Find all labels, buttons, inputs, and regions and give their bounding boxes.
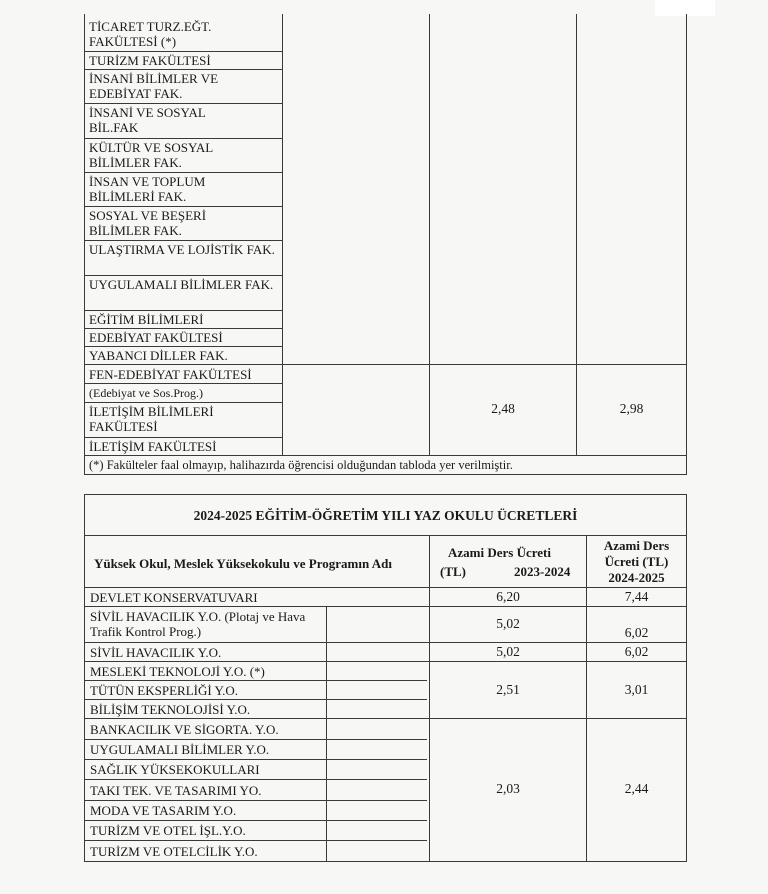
program-row: MODA VE TASARIM Y.O.: [90, 803, 237, 818]
column-header-2024: Azami Ders: [603, 538, 670, 553]
faculty-row: FEN-EDEBİYAT FAKÜLTESİ: [89, 367, 252, 382]
program-row: SİVİL HAVACILIK Y.O. (Plotaj ve Hava Trafik Kontrol Prog.): [90, 609, 306, 639]
program-row: DEVLET KONSERVATUVARI: [90, 590, 258, 605]
program-row: TURİZM VE OTEL İŞL.Y.O.: [90, 823, 246, 838]
program-row: BİLİŞİM TEKNOLOJİSİ Y.O.: [90, 702, 251, 717]
faculty-row: SOSYAL VE BEŞERİ BİLİMLER FAK.: [89, 208, 207, 238]
faculty-row: KÜLTÜR VE SOSYAL BİLİMLER FAK.: [89, 140, 213, 170]
fee-value-2023: 2,51: [496, 682, 520, 697]
column-header-2023-year: 2023-2024: [514, 564, 571, 579]
fee-value-2024: 6,02: [624, 625, 649, 640]
faculty-row: UYGULAMALI BİLİMLER FAK.: [89, 277, 274, 292]
program-row: MESLEKİ TEKNOLOJİ Y.O. (*): [90, 664, 265, 679]
faculty-row: İLETİŞİM BİLİMLERİ FAKÜLTESİ: [89, 404, 214, 434]
fee-value-2023: 6,20: [496, 589, 520, 604]
column-header-2024-year: 2024-2025: [608, 570, 665, 585]
fee-value-2024: 2,44: [624, 781, 649, 796]
program-row: TAKI TEK. VE TASARIMI YO.: [90, 783, 262, 798]
faculty-row: TİCARET TURZ.EĞT. FAKÜLTESİ (*): [89, 19, 212, 49]
fee-value-2023: 5,02: [496, 616, 520, 631]
faculty-row: YABANCI DİLLER FAK.: [89, 348, 228, 363]
table-title: 2024-2025 EĞİTİM-ÖĞRETİM YILI YAZ OKULU ÜCRETLERİ: [193, 508, 578, 523]
fee-value-2023: 5,02: [496, 644, 520, 659]
faculty-row: EDEBİYAT FAKÜLTESİ: [89, 330, 223, 345]
column-header-2024-unit: Ücreti (TL): [604, 554, 669, 569]
program-row: UYGULAMALI BİLİMLER Y.O.: [90, 742, 270, 757]
program-row: BANKACILIK VE SİGORTA. Y.O.: [90, 722, 279, 737]
column-header-2023: Azami Ders Ücreti: [448, 545, 551, 560]
program-row: TÜTÜN EKSPERLİĞİ Y.O.: [90, 683, 239, 698]
column-header-program: Yüksek Okul, Meslek Yüksekokulu ve Programın Adı: [94, 556, 392, 571]
program-row: TURİZM VE OTELCİLİK Y.O.: [90, 844, 258, 859]
scan-artifact: [655, 0, 715, 16]
fee-value-2024: 7,44: [624, 589, 649, 604]
fee-value-2023: 2,03: [496, 781, 520, 796]
faculty-row: EĞİTİM BİLİMLERİ: [89, 312, 204, 327]
fee-value-2024: 6,02: [624, 644, 649, 659]
faculty-row: (Edebiyat ve Sos.Prog.): [89, 386, 203, 400]
faculty-row: İNSANİ BİLİMLER VE EDEBİYAT FAK.: [89, 71, 219, 101]
faculty-row: İLETİŞİM FAKÜLTESİ: [89, 439, 217, 454]
fee-value-2023: 2,48: [491, 401, 515, 416]
column-header-2023-unit: (TL): [440, 564, 466, 579]
footnote: (*) Fakülteler faal olmayıp, halihazırda öğrencisi olduğundan tabloda yer verilmiştir.: [89, 458, 513, 472]
fee-value-2024: 2,98: [619, 401, 644, 416]
program-row: SAĞLIK YÜKSEKOKULLARI: [90, 762, 260, 777]
faculty-row: İNSANİ VE SOSYAL BİL.FAK: [89, 105, 206, 135]
faculty-row: İNSAN VE TOPLUM BİLİMLERİ FAK.: [89, 174, 206, 204]
faculty-row: TURİZM FAKÜLTESİ: [89, 53, 211, 68]
faculty-row: ULAŞTIRMA VE LOJİSTİK FAK.: [89, 242, 275, 257]
fee-value-2024: 3,01: [624, 682, 649, 697]
program-row: SİVİL HAVACILIK Y.O.: [90, 645, 222, 660]
